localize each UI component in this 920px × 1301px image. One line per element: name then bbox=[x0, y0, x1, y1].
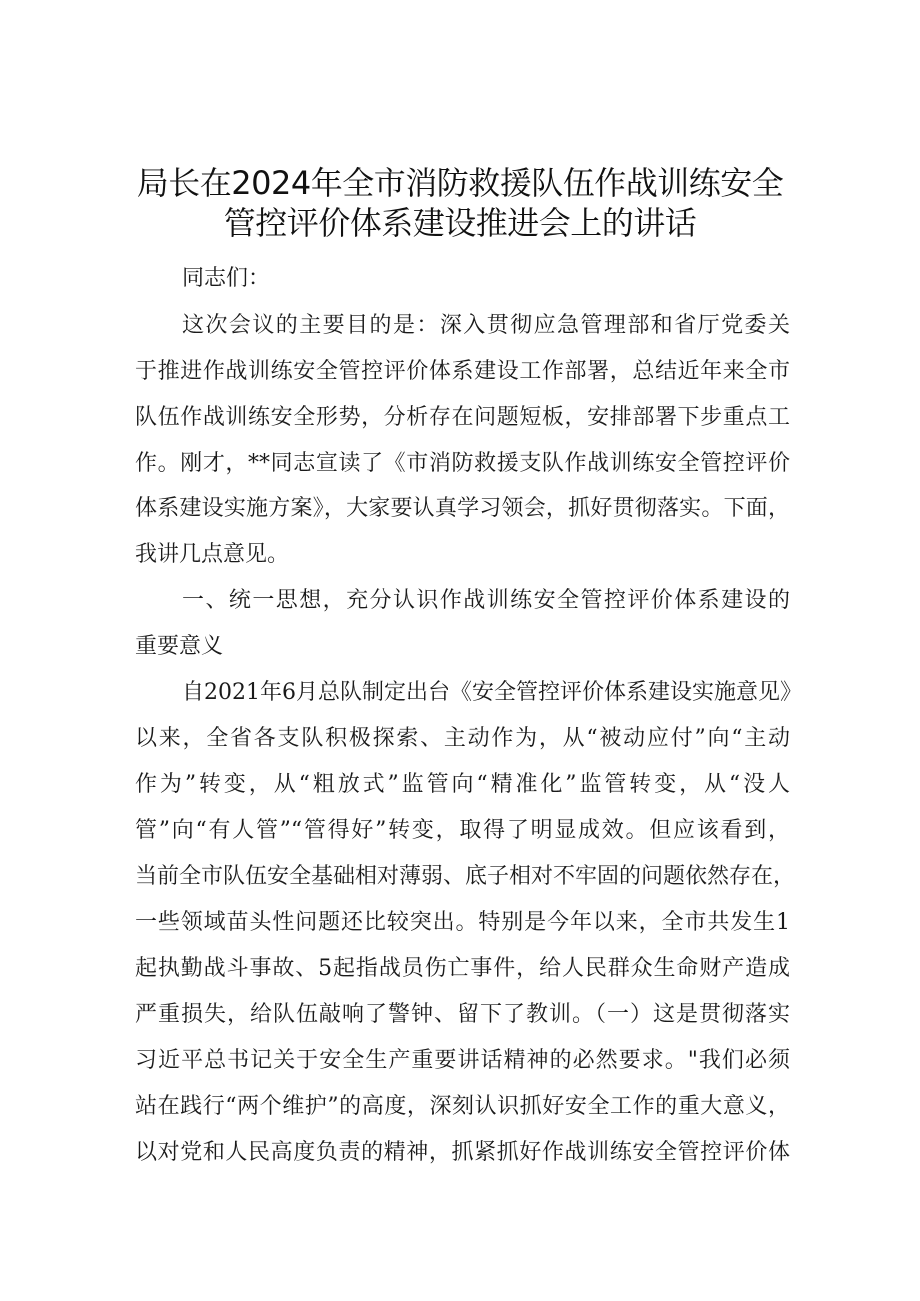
document-title-line-2: 管控评价体系建设推进会上的讲话 bbox=[223, 204, 697, 242]
paragraph-2-line: 管”向“有人管”“管得好”转变，取得了明显成效。但应该看到， bbox=[135, 818, 790, 843]
paragraph-1-line: 这次会议的主要目的是：深入贯彻应急管理部和省厅党委关 bbox=[182, 313, 790, 338]
section-heading-line: 重要意义 bbox=[135, 634, 224, 659]
paragraph-2-line: 当前全市队伍安全基础相对薄弱、底子相对不牢固的问题依然存在， bbox=[135, 864, 796, 889]
document-title-line-1: 局长在2024年全市消防救援队伍作战训练安全 bbox=[136, 164, 784, 202]
paragraph-2-line: 以对党和人民高度负责的精神，抓紧抓好作战训练安全管控评价体 bbox=[135, 1140, 790, 1165]
paragraph-1-line: 作。刚才，**同志宣读了《市消防救援支队作战训练安全管控评价 bbox=[135, 451, 790, 476]
paragraph-1-line: 队伍作战训练安全形势，分析存在问题短板，安排部署下步重点工 bbox=[135, 405, 790, 430]
paragraph-2-line: 作为”转变，从“粗放式”监管向“精准化”监管转变，从“没人 bbox=[135, 772, 790, 797]
paragraph-1-line: 体系建设实施方案》，大家要认真学习领会，抓好贯彻落实。下面， bbox=[135, 496, 790, 521]
paragraph-1-line: 于推进作战训练安全管控评价体系建设工作部署，总结近年来全市 bbox=[135, 359, 790, 384]
paragraph-2-line: 以来，全省各支队积极探索、主动作为，从“被动应付”向“主动 bbox=[135, 726, 790, 751]
paragraph-2-line: 一些领域苗头性问题还比较突出。特别是今年以来，全市共发生1 bbox=[135, 910, 790, 935]
paragraph-2-line: 严重损失，给队伍敲响了警钟、留下了教训。（一）这是贯彻落实 bbox=[135, 1002, 790, 1027]
paragraph-2-line: 起执勤战斗事故、5起指战员伤亡事件，给人民群众生命财产造成 bbox=[135, 956, 790, 981]
section-heading-line: 一、统一思想，充分认识作战训练安全管控评价体系建设的 bbox=[182, 588, 790, 613]
salutation: 同志们： bbox=[182, 266, 271, 291]
paragraph-1-line: 我讲几点意见。 bbox=[135, 542, 290, 567]
paragraph-2-line: 自2021年6月总队制定出台《安全管控评价体系建设实施意见》 bbox=[182, 680, 802, 705]
paragraph-2-line: 站在践行“两个维护”的高度，深刻认识抓好安全工作的重大意义， bbox=[135, 1094, 790, 1119]
paragraph-2-line: 习近平总书记关于安全生产重要讲话精神的必然要求。"我们必须 bbox=[135, 1048, 790, 1073]
